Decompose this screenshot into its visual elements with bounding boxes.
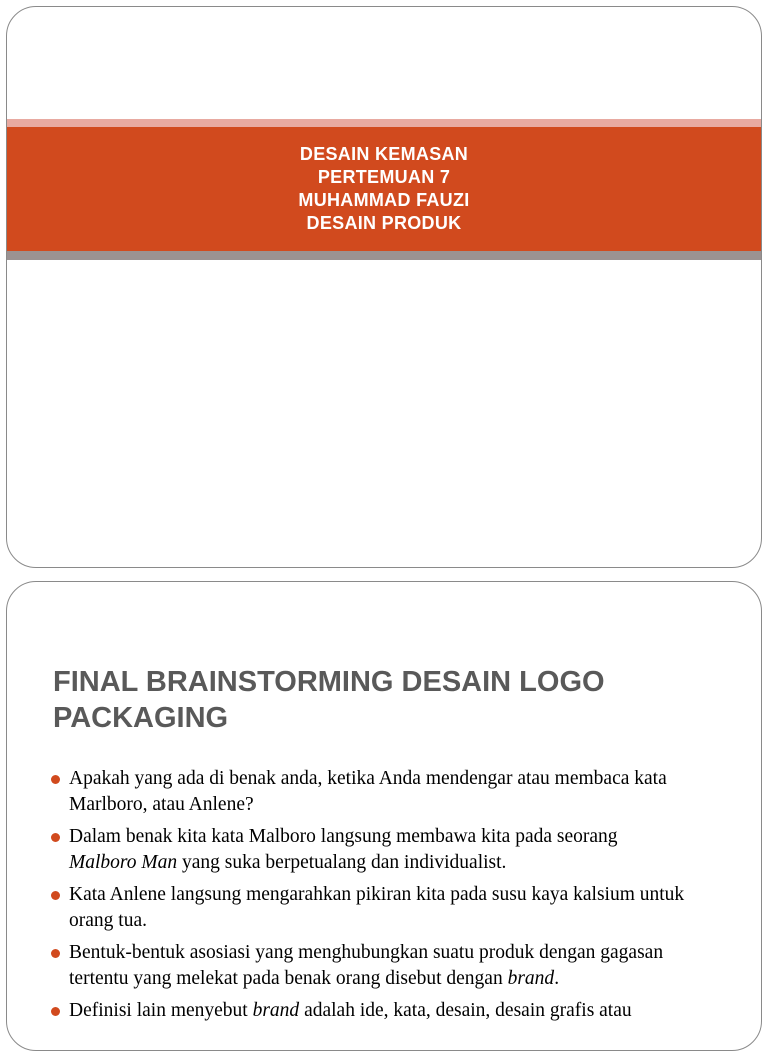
- content-slide: [6, 581, 762, 1051]
- bullet-list: [51, 766, 751, 1030]
- slide-heading: [53, 664, 733, 736]
- bullet-text: Marlboro, atau Anlene?: [69, 794, 254, 815]
- title-slide: [6, 6, 762, 568]
- bullet-item: [51, 766, 751, 818]
- bullet-dot-icon: [51, 1007, 60, 1016]
- bullet-text: Apakah yang ada di benak anda, ketika Anda mendengar atau membaca kata: [69, 768, 667, 789]
- slide-title: [7, 143, 761, 235]
- emphasis-text: brand: [507, 968, 555, 989]
- bullet-text-run: adalah ide, kata, desain, desain grafis atau: [299, 1000, 632, 1021]
- title-line-author: MUHAMMAD FAUZI: [298, 190, 470, 210]
- heading-line-2: PACKAGING: [53, 702, 229, 734]
- bullet-dot-icon: [51, 891, 60, 900]
- bullet-text: orang tua.: [69, 910, 147, 931]
- title-line-course: DESAIN KEMASAN: [299, 144, 469, 164]
- bullet-text: [69, 850, 751, 876]
- bullet-dot-icon: [51, 949, 60, 958]
- bullet-item: [51, 882, 751, 934]
- emphasis-text: Malboro Man: [69, 852, 178, 873]
- bullet-text: [69, 966, 751, 992]
- bullet-text: Dalam benak kita kata Malboro langsung membawa kita pada seorang: [69, 826, 618, 847]
- emphasis-text: brand: [252, 1000, 300, 1021]
- bullet-dot-icon: [51, 775, 60, 784]
- bullet-item: [51, 998, 751, 1024]
- bullet-item: [51, 824, 751, 876]
- bullet-dot-icon: [51, 833, 60, 842]
- bullet-text-run: Definisi lain menyebut: [69, 1000, 253, 1021]
- bullet-text: [69, 998, 751, 1024]
- bullet-text-run: tertentu yang melekat pada benak orang disebut dengan: [69, 968, 508, 989]
- bullet-text: Kata Anlene langsung mengarahkan pikiran kita pada susu kaya kalsium untuk: [69, 884, 685, 905]
- bullet-text-run: .: [554, 968, 560, 989]
- bullet-item: [51, 940, 751, 992]
- title-band-bottom-stripe: [7, 251, 761, 260]
- title-line-session: PERTEMUAN 7: [317, 167, 451, 187]
- bullet-text-run: yang suka berpetualang dan individualist.: [177, 852, 507, 873]
- heading-line-1: FINAL BRAINSTORMING DESAIN LOGO: [53, 666, 605, 698]
- bullet-text: Bentuk-bentuk asosiasi yang menghubungkan suatu produk dengan gagasan: [69, 942, 664, 963]
- title-band-top-stripe: [7, 119, 761, 127]
- title-line-department: DESAIN PRODUK: [306, 213, 462, 233]
